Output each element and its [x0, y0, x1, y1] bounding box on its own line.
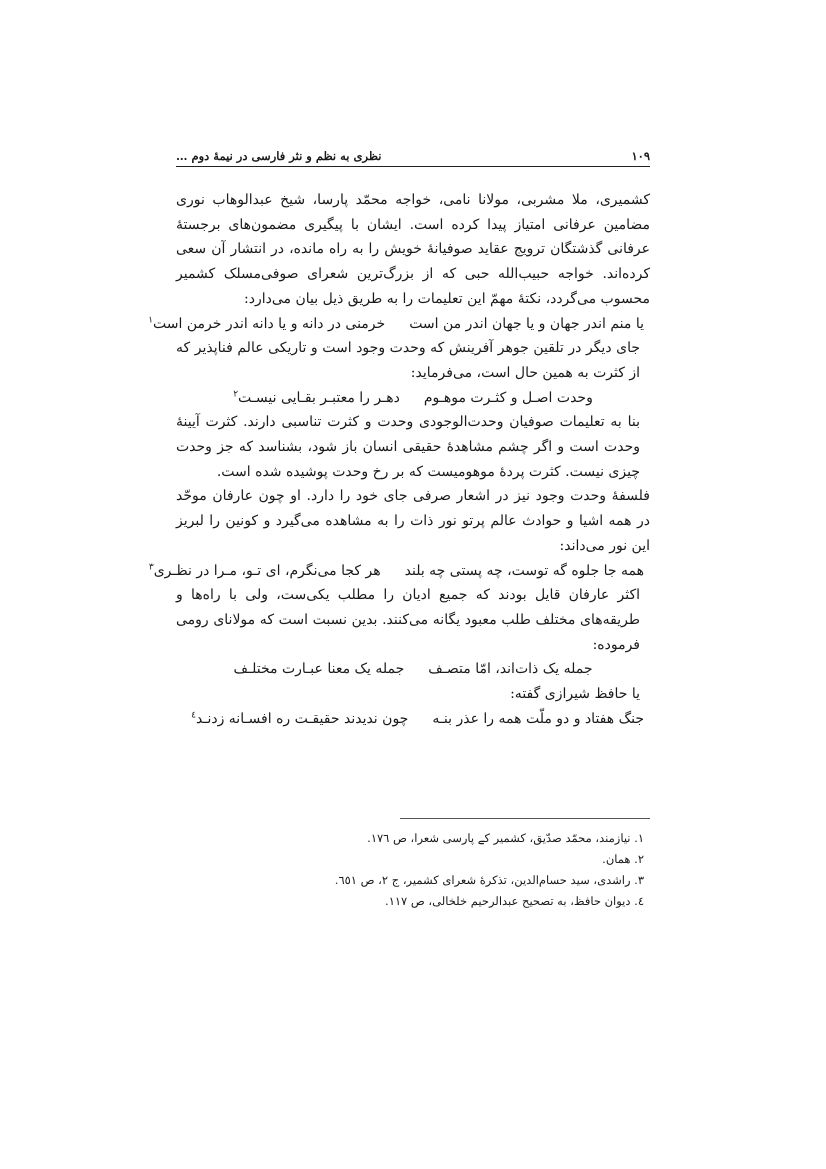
verse-2-second-text: دهـر را معتبـر بقـایی نیسـت — [238, 389, 400, 406]
header-rule — [176, 166, 650, 167]
paragraph-6: یا حافظ شیرازی گفته: — [510, 686, 640, 703]
verse-5-second-text: چون ندیدند حقیقـت ره افسـانه زدنـد — [196, 710, 409, 727]
page-number: ۱۰۹ — [631, 149, 650, 163]
verse-3 — [148, 559, 650, 584]
verse-3-second-hemistich — [149, 559, 381, 584]
verse-5 — [176, 707, 650, 732]
verse-1-second-text: خرمنی در دانه و یا دانه اندر خرمن است — [153, 315, 386, 332]
footnote-separator — [400, 818, 650, 819]
footnote-3: ٣. راشدی، سید حسام‌الدین، تذکرهٔ شعرای کشمیر، ج ٢، ص ٦٥١. — [334, 873, 644, 887]
body-text — [148, 188, 650, 731]
verse-4 — [176, 657, 650, 682]
footnote-4: ٤. دیوان حافظ، به تصحیح عبدالرحیم خلخالی، ص ١١٧. — [385, 894, 644, 908]
paragraph-2: جای دیگر در تلقین جوهر آفرینش که وحدت وجود است و تاریکی عالم فناپذیر که از کثرت به همین حال است، می‌فرماید: — [176, 340, 640, 381]
verse-1-first-hemistich: یا منم اندر جهان و یا جهان اندر من است — [409, 315, 644, 332]
verse-5-first-hemistich: جنگ هفتاد و دو ملّت همه را عذر بنـه — [432, 710, 644, 727]
footnotes — [176, 828, 650, 912]
verse-1-second-hemistich — [148, 312, 385, 337]
verse-2 — [176, 386, 650, 411]
verse-2-second-hemistich — [233, 386, 400, 411]
footnote-ref-2: ۲ — [233, 388, 239, 399]
footnote-ref-4: ٤ — [191, 710, 196, 721]
footnote-2: ٢. همان. — [602, 852, 644, 866]
verse-3-first-hemistich: همه جا جلوه گه توست، چه پستی چه بلند — [404, 562, 644, 579]
paragraph-3: بنا به تعلیمات صوفیان وحدت‌الوجودی وحدت و کثرت تناسبی دارند. کثرت آیینهٔ وحدت است و اگر چشم مشاهدهٔ حقیقی انسان باز شود، بشناسد که جز وحدت چیزی نیست. کثرت پردهٔ موهومیست که بر رخ وحدت پوشیده شده است. — [176, 414, 640, 480]
footnote-ref-3: ۳ — [148, 561, 154, 572]
verse-4-first-hemistich: جمله یک ذات‌اند، امّا متصـف — [428, 661, 593, 678]
verse-5-second-hemistich — [191, 707, 408, 732]
verse-1 — [148, 312, 650, 337]
paragraph-1: کشمیری، ملا مشربی، مولانا نامی، خواجه محمّد پارسا، شیخ عبدالوهاب نوری مضامین عرفانی امتیاز پیدا کرده است. ایشان با پیگیری مضمون‌های برجستهٔ عرفانی گذشتگان ترویج عقاید صوفیانهٔ خویش را به راه مانده، در انتشار آن سعی کرده‌اند. خواجه حبیب‌الله حبی که از بزرگ‌ترین شعرای صوفی‌مسلک کشمیر محسوب می‌گردد، نکتهٔ مهمّ این تعلیمات را به طریق ذیل بیان می‌دارد: — [176, 192, 650, 307]
running-head — [176, 143, 650, 163]
paragraph-5: اکثر عارفان قایل بودند که جمیع ادیان را مطلب یکی‌ست، ولی با راه‌ها و طریقه‌های مختلف طلب معبود یگانه می‌کنند. بدین نسبت است که مولانای رومی فرموده: — [176, 587, 640, 653]
footnote-1: ١. نیازمند، محمّد صدّیق، کشمیر کے پارسی شعرا، ص ١٧٦. — [367, 831, 644, 845]
footnote-ref-1: ۱ — [148, 314, 154, 325]
verse-4-second-hemistich: جمله یک معنا عبـارت مختلـف — [233, 661, 405, 678]
verse-2-first-hemistich: وحدت اصـل و کثـرت موهـوم — [423, 389, 593, 406]
running-title: نظری به نظم و نثر فارسی در نیمهٔ دوم … — [176, 149, 382, 163]
paragraph-4: فلسفهٔ وحدت وجود نیز در اشعار صرفی جای خود را دارد. او چون عارفان موحّد در همه اشیا و حوادث عالم پرتو نور ذات را به مشاهده می‌گیرد و کونین را لبریز این نور می‌داند: — [176, 488, 650, 554]
verse-3-second-text: هر کجا می‌نگرم، ای تـو، مـرا در نظـری — [153, 562, 381, 579]
